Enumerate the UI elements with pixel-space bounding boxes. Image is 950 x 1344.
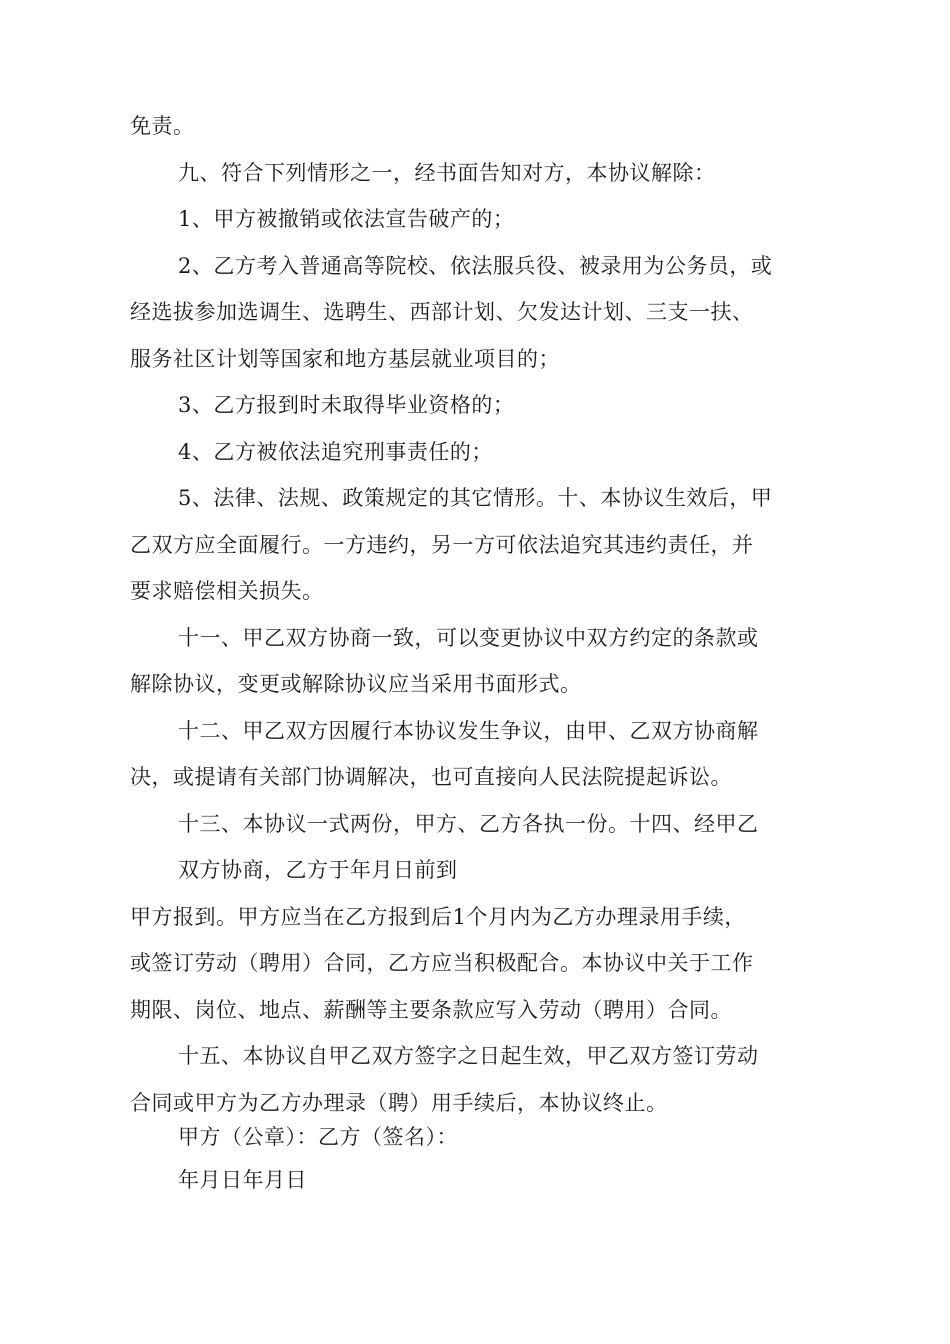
clause-13: 十三、本协议一式两份，甲方、乙方各执一份。十四、经甲乙: [178, 812, 759, 836]
clause-9-item-2-cont: 经选拔参加选调生、选聘生、西部计划、欠发达计划、三支一扶、: [130, 300, 754, 324]
signature-line: 甲方（公章）：乙方（签名）：: [178, 1125, 458, 1149]
clause-14-cont: 甲方报到。甲方应当在乙方报到后1个月内为乙方办理录用手续，: [130, 905, 746, 929]
clause-10-cont: 乙双方应全面履行。一方违约，另一方可依法追究其违约责任，并: [130, 533, 754, 557]
clause-12-cont: 决，或提请有关部门协调解决，也可直接向人民法院提起诉讼。: [130, 765, 732, 789]
clause-9-item-2: 2、乙方考入普通高等院校、依法服兵役、被录用为公务员，或: [178, 254, 773, 278]
clause-12: 十二、甲乙双方因履行本协议发生争议，由甲、乙双方协商解: [178, 719, 759, 743]
clause-11-cont: 解除协议，变更或解除协议应当采用书面形式。: [130, 672, 582, 696]
text-line: 免责。: [130, 114, 195, 138]
clause-14-cont: 期限、岗位、地点、薪酬等主要条款应写入劳动（聘用）合同。: [130, 998, 732, 1022]
clause-9-item-4: 4、乙方被依法追究刑事责任的；: [178, 440, 493, 464]
clause-9-heading: 九、符合下列情形之一，经书面告知对方，本协议解除：: [178, 161, 716, 185]
clause-9-item-2-cont: 服务社区计划等国家和地方基层就业项目的；: [130, 347, 560, 371]
clause-9-item-3: 3、乙方报到时未取得毕业资格的；: [178, 393, 515, 417]
clause-9-item-5: 5、法律、法规、政策规定的其它情形。十、本协议生效后，甲: [178, 486, 773, 510]
clause-9-item-1: 1、甲方被撤销或依法宣告破产的；: [178, 207, 515, 231]
date-line: 年月日年月日: [178, 1168, 307, 1192]
clause-15: 十五、本协议自甲乙双方签字之日起生效，甲乙双方签订劳动: [178, 1044, 759, 1068]
clause-11: 十一、甲乙双方协商一致，可以变更协议中双方约定的条款或: [178, 626, 759, 650]
clause-14: 双方协商，乙方于年月日前到: [178, 858, 458, 882]
clause-10-cont: 要求赔偿相关损失。: [130, 579, 324, 603]
clause-14-cont: 或签订劳动（聘用）合同，乙方应当积极配合。本协议中关于工作: [130, 951, 754, 975]
clause-15-cont: 合同或甲方为乙方办理录（聘）用手续后，本协议终止。: [130, 1091, 668, 1115]
